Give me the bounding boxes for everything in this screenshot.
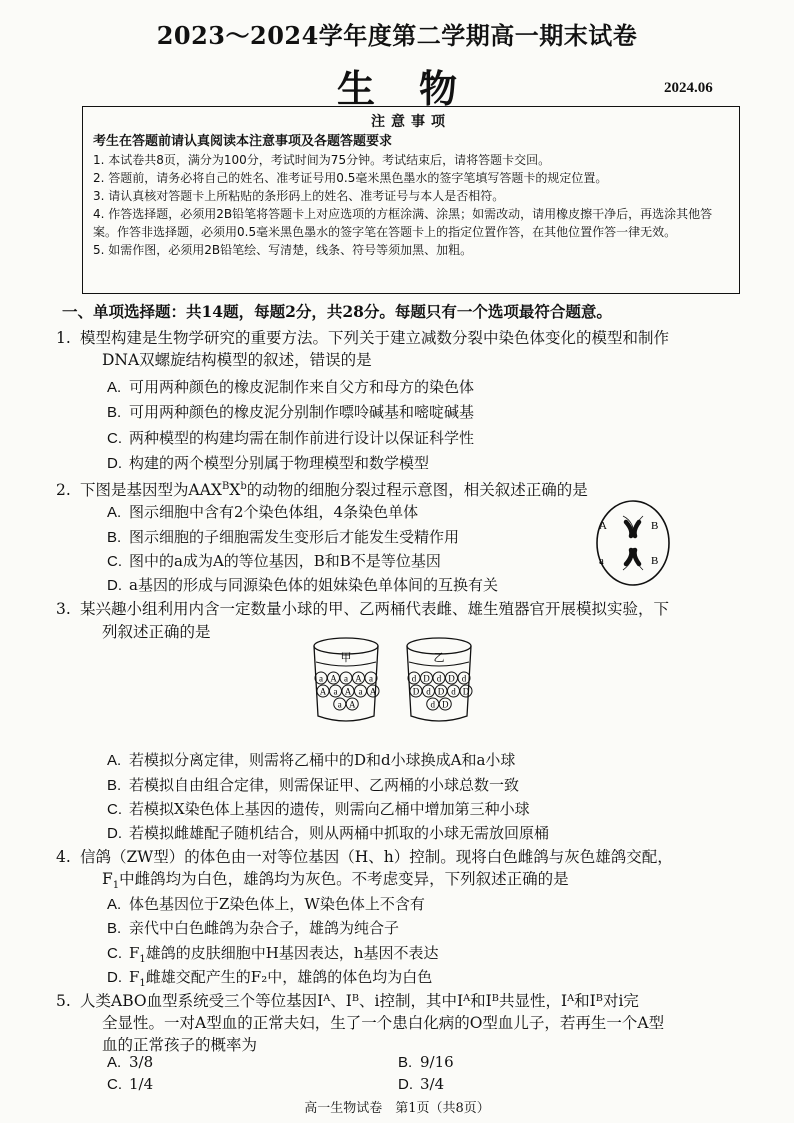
question-3-option-b: B. 若模拟自由组合定律，则需保证甲、乙两桶的小球总数一致 (107, 776, 520, 794)
question-1-option-a: A. 可用两种颜色的橡皮泥制作来自父方和母方的染色体 (107, 378, 475, 396)
ball-label: A (344, 686, 352, 697)
gene-label-A: A (599, 520, 607, 532)
ball-label: d (430, 699, 435, 710)
question-3-stem: 3. 某兴趣小组利用内含一定数量小球的甲、乙两桶代表雌、雄生殖器官开展模拟实验，下 (56, 600, 670, 618)
ball-label: D (423, 673, 430, 684)
question-4-option-d: D. $F_1$雌雄交配产生的F₂中，雄鸽的体色均为白色 (107, 968, 433, 989)
cell-division-figure (593, 498, 673, 588)
question-1-option-c: C. 两种模型的构建均需在制作前进行设计以保证科学性 (107, 429, 475, 447)
notice-lead: 考生在答题前请认真阅读本注意事项及各题答题要求 (93, 134, 393, 149)
question-2-stem: 2. 下图是基因型为$AAX^BX^b$的动物的细胞分裂过程示意图，相关叙述正确的是 (56, 481, 588, 500)
exam-date: 2024.06 (664, 80, 713, 96)
ball-label: D (437, 686, 445, 697)
ball-label: D (462, 686, 470, 697)
question-5-option-c: C. 1/4 (107, 1075, 154, 1093)
ball-label: a (344, 673, 348, 684)
question-5-option-d: D. 3/4 (398, 1075, 445, 1093)
question-3-option-c: C. 若模拟X染色体上基因的遗传，则需向乙桶中增加第三种小球 (107, 800, 530, 818)
section-heading: 一、单项选择题：共14题，每题2分，共28分。每题只有一个选项最符合题意。 (62, 302, 612, 321)
ball-label: a (333, 686, 338, 697)
gene-label-B: B (651, 555, 659, 567)
question-2-option-c: C. 图中的a成为A的等位基因，B和B不是等位基因 (107, 552, 441, 570)
bucket-yi (407, 638, 472, 721)
ball-label: A (369, 686, 377, 697)
ball-label: a (319, 673, 323, 684)
question-5-stem-line3: 血的正常孩子的概率为 (102, 1036, 258, 1054)
question-4-stem-line2: $F_1$中雌鸽均为白色，雄鸽均为灰色。不考虑变异，下列叙述正确的是 (102, 870, 569, 892)
gene-label-a: a (599, 555, 604, 567)
ball-label: D (442, 699, 449, 710)
question-3-option-a: A. 若模拟分离定律，则需将乙桶中的D和d小球换成A和a小球 (107, 751, 516, 769)
question-4-stem: 4. 信鸽（ZW型）的体色由一对等位基因（H、h）控制。现将白色雌鸽与灰色雄鸽交配， (56, 848, 673, 866)
question-2-option-d: D. a基因的形成与同源染色体的姐妹染色单体间的互换有关 (107, 576, 498, 594)
question-5-stem-line2: 全显性。一对A型血的正常夫妇，生了一个患白化病的O型血儿子，若再生一个A型 (102, 1014, 665, 1032)
subject-title: 生物 (336, 66, 501, 111)
cell-membrane (597, 501, 669, 585)
notice-item: 5. 如需作图，必须用2B铅笔绘、写清楚，线条、符号等须加黑、加粗。 (93, 243, 473, 257)
ball-label: A (349, 699, 356, 710)
chromosome (635, 550, 640, 564)
ball-label: D (412, 686, 420, 697)
ball-label: d (436, 673, 442, 684)
question-1-stem-line2: DNA双螺旋结构模型的叙述，错误的是 (102, 351, 372, 369)
ball-label: A (319, 686, 327, 697)
ball-label: A (355, 673, 362, 684)
notice-heading: 注意事项 (371, 114, 451, 130)
gene-label-B: B (651, 520, 659, 532)
bucket-label: 甲 (340, 651, 352, 664)
notice-item: 4. 作答选择题，必须用2B铅笔将答题卡上对应选项的方框涂满、涂黑；如需改动，请用橡皮擦干净后，再选涂其他答案。作答非选择题，必须用0.5毫米黑色墨水的签字笔在答题卡上的指定位置作答，在其他位置作答一律无效。 (93, 207, 713, 239)
ball-label: D (448, 673, 455, 684)
question-5-option-a: A. 3/8 (107, 1053, 154, 1071)
question-5-stem: 5. 人类ABO血型系统受三个等位基因Iᴬ、Iᴮ、i控制，其中Iᴬ和Iᴮ共显性，Iᴬ和Iᴮ对i完 (56, 992, 639, 1010)
bucket-jia (314, 638, 379, 721)
ball-label: a (337, 699, 342, 710)
ball-label: d (451, 686, 456, 697)
question-3-option-d: D. 若模拟雌雄配子随机结合，则从两桶中抓取的小球无需放回原桶 (107, 824, 550, 842)
question-1-option-d: D. 构建的两个模型分别属于物理模型和数学模型 (107, 454, 430, 472)
question-4-option-a: A. 体色基因位于Z染色体上，W染色体上不含有 (107, 895, 425, 913)
notice-item: 1. 本试卷共8页，满分为100分，考试时间为75分钟。考试结束后，请将答题卡交回。 (93, 153, 551, 167)
chromosome (635, 522, 640, 536)
bucket-label: 乙 (433, 651, 445, 664)
ball-label: d (411, 673, 417, 684)
notice-item: 3. 请认真核对答题卡上所粘贴的条形码上的姓名、准考证号与本人是否相符。 (93, 189, 505, 203)
question-5-option-b: B. 9/16 (398, 1053, 454, 1071)
notice-item: 2. 答题前，请务必将自己的姓名、准考证号用0.5毫米黑色墨水的签字笔填写答题卡的规定位置。 (93, 171, 608, 185)
ball-label: d (461, 673, 467, 684)
chromosome (626, 522, 631, 536)
buckets-figure (306, 636, 480, 728)
question-2-option-b: B. 图示细胞的子细胞需发生变形后才能发生受精作用 (107, 528, 460, 546)
question-1-option-b: B. 可用两种颜色的橡皮泥分别制作嘌呤碱基和嘧啶碱基 (107, 403, 475, 421)
notice-box (82, 106, 740, 294)
ball-label: a (369, 673, 373, 684)
ball-label: d (426, 686, 431, 697)
question-2-option-a: A. 图示细胞中含有2个染色体组，4条染色单体 (107, 503, 419, 521)
question-4-option-c: C. $F_1$雄鸽的皮肤细胞中H基因表达，h基因不表达 (107, 944, 439, 965)
question-4-option-b: B. 亲代中白色雌鸽为杂合子，雄鸽为纯合子 (107, 919, 400, 937)
exam-title: 2023～2024学年度第二学期高一期末试卷 (156, 21, 638, 50)
ball-label: A (330, 673, 337, 684)
question-1-stem: 1. 模型构建是生物学研究的重要方法。下列关于建立减数分裂中染色体变化的模型和制作 (56, 329, 670, 347)
page-footer: 高一生物试卷 第1页（共8页） (304, 1101, 490, 1116)
ball-label: a (358, 686, 363, 697)
question-3-stem-line2: 列叙述正确的是 (102, 623, 211, 641)
question-number: 1. (56, 329, 71, 347)
